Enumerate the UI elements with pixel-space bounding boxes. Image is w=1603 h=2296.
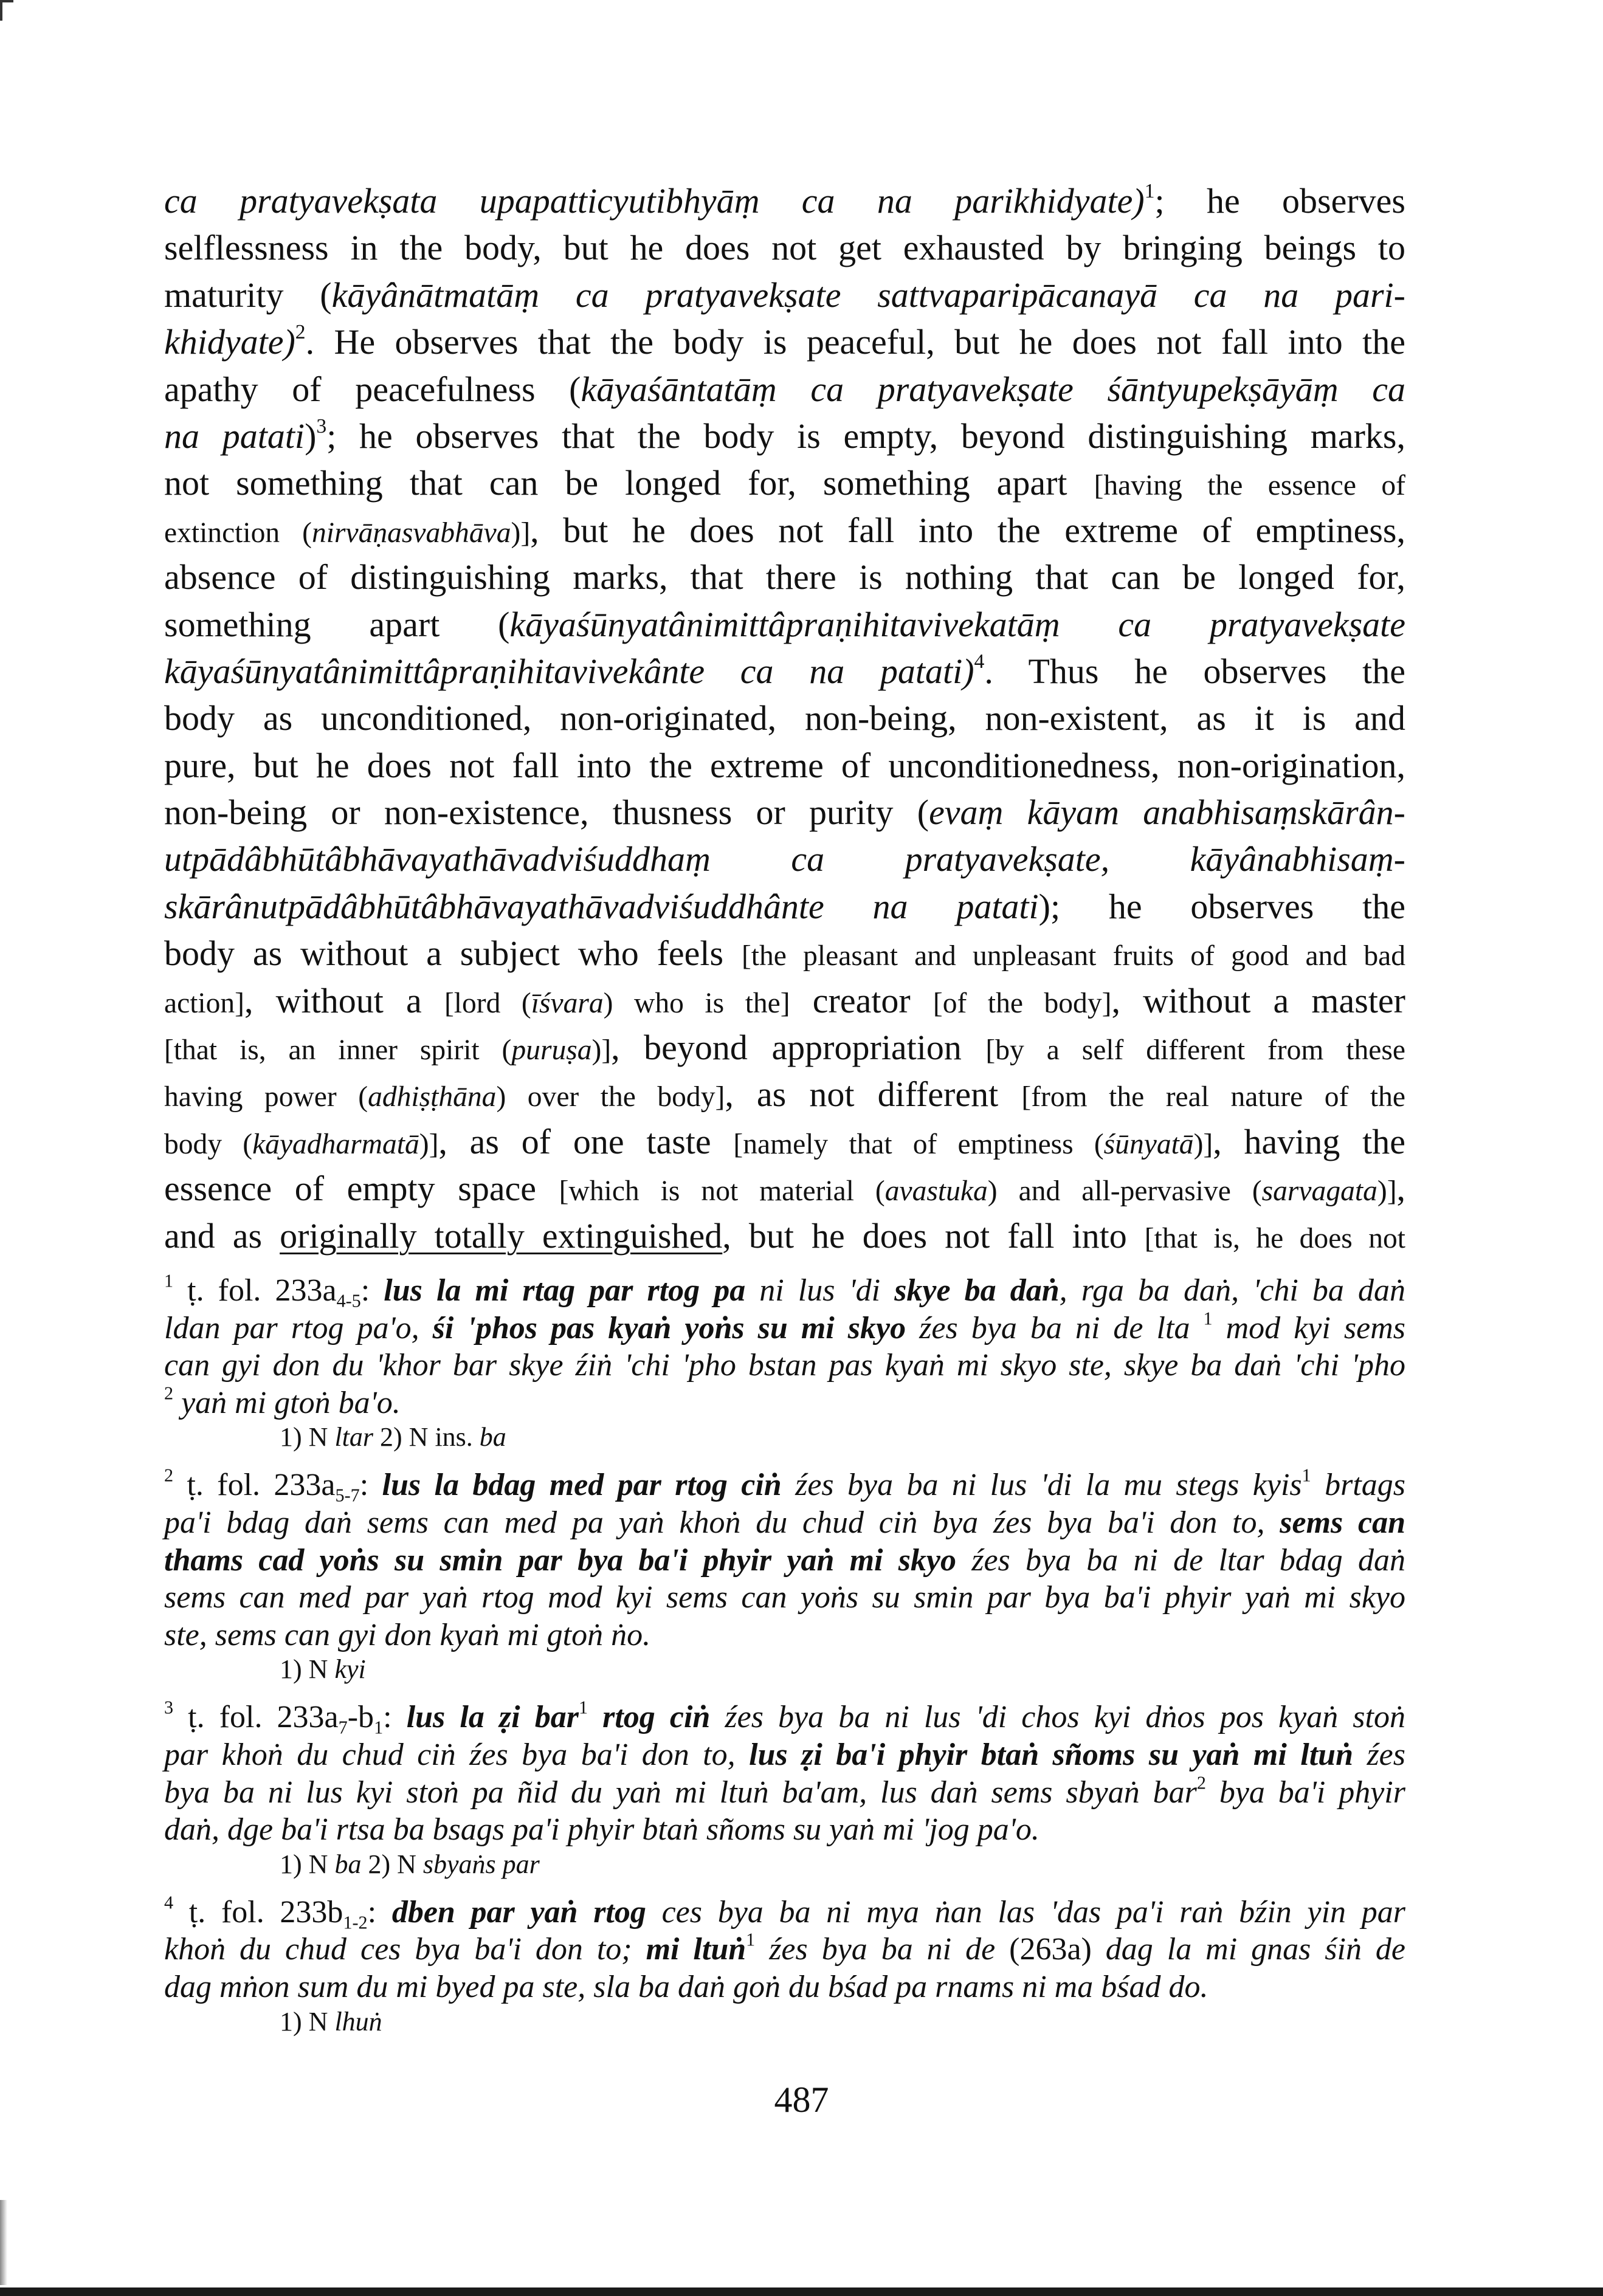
footnote-line — [164, 1542, 1405, 1579]
footnote-marker: 4 — [164, 1892, 174, 1913]
text-run: thams cad yoṅs su smin par bya ba'i phyir yaṅ mi skyo — [164, 1542, 957, 1578]
text-run: something apart ( — [164, 604, 510, 644]
footnote-line-content — [164, 1617, 650, 1654]
text-run: maturity ( — [164, 275, 332, 315]
text-line-content — [164, 789, 1405, 836]
text-line-content — [164, 224, 1405, 271]
text-run: ) who is the] — [603, 987, 790, 1019]
text-run: skye ba daṅ — [894, 1273, 1060, 1308]
text-line-content — [164, 601, 1405, 648]
footnote-marker: 2 — [1196, 1772, 1206, 1793]
text-line — [164, 601, 1405, 648]
text-line-content — [164, 648, 1405, 695]
text-run: pa'i bdag daṅ sems can med pa yaṅ khoṅ du chud ciṅ bya źes bya ba'i don to, — [164, 1505, 1280, 1540]
text-run: utpādâbhūtâbhāvayathāvadviśuddhaṃ ca pratyavekṣate, kāyânabhisaṃ- — [164, 839, 1405, 879]
text-run: -b — [347, 1700, 374, 1735]
variant-readings-content — [280, 1421, 506, 1453]
footnote-1 — [164, 1272, 1405, 1453]
text-line-content — [164, 366, 1405, 413]
text-line — [164, 789, 1405, 836]
text-line-content — [164, 930, 1405, 980]
text-run: źes bya ba ni de — [755, 1932, 1010, 1967]
text-run: kāyaśūnyatânimittâpraṇihitavivekânte ca na patati — [164, 651, 963, 691]
text-run: ṭ. fol. 233a — [173, 1273, 337, 1308]
text-run: action] — [164, 987, 245, 1019]
footnote-line-content — [164, 1579, 1405, 1617]
text-line — [164, 366, 1405, 413]
footnote-marker: 1 — [1144, 179, 1155, 202]
text-run: ) — [962, 651, 974, 691]
text-run: khoṅ du chud ces bya ba'i don to; — [164, 1932, 646, 1967]
text-line-content — [164, 507, 1405, 557]
text-line — [164, 648, 1405, 695]
text-run: sems can — [1280, 1505, 1405, 1540]
footnote-marker: 2 — [164, 1465, 174, 1486]
footnote-line — [164, 1774, 1405, 1812]
text-line-content — [164, 695, 1405, 741]
text-run: ; he observes that the body is empty, beyond distinguishing marks, — [326, 416, 1405, 456]
text-run: źes — [1353, 1737, 1406, 1772]
text-line — [164, 1024, 1405, 1071]
text-run: lhuṅ — [334, 2006, 382, 2036]
text-run: selflessness in the body, but he does not get exhausted by bringing beings to — [164, 228, 1405, 268]
text-run: ca pratyavekṣata upapatticyutibhyāṃ ca na parikhidyate — [164, 181, 1133, 221]
text-run: kāyaśūnyatânimittâpraṇihitavivekatāṃ ca pratyavekṣate — [509, 604, 1406, 644]
text-run: sarvagata — [1261, 1175, 1377, 1208]
text-line — [164, 883, 1405, 930]
text-run: kāyânātmatāṃ ca pratyavekṣate sattvaparipācanayā ca na pari- — [331, 275, 1405, 315]
text-run: źes bya ba ni de lta — [906, 1310, 1204, 1346]
text-line — [164, 742, 1405, 789]
text-line-content — [164, 977, 1405, 1027]
footnotes-section — [164, 1272, 1405, 2038]
variant-readings-content — [280, 2006, 382, 2038]
footnote-marker: 4 — [974, 650, 985, 673]
footnote-line-content — [164, 1736, 1405, 1774]
footnote-4 — [164, 1894, 1405, 2038]
text-line — [164, 554, 1405, 600]
text-run: ldan par rtog pa'o, — [164, 1310, 433, 1346]
text-run: pure, but he does not fall into the extreme of unconditionedness, non-origination, — [164, 745, 1405, 785]
footnote-line — [164, 1347, 1405, 1384]
text-run: lus la bdag med par rtog ciṅ — [382, 1468, 782, 1503]
variant-readings-content — [280, 1654, 366, 1685]
text-run: źes bya ba ni de ltar bdag daṅ — [956, 1542, 1405, 1578]
footnote-line-content — [164, 1384, 401, 1422]
footnote-line-content — [164, 1811, 1039, 1849]
text-run: [namely that of emptiness ( — [733, 1128, 1104, 1160]
text-run: ba — [479, 1422, 506, 1452]
text-run: , but he does not fall into — [722, 1215, 1145, 1256]
text-line-content — [164, 1071, 1405, 1121]
text-run: [that is, he does not — [1144, 1222, 1405, 1254]
text-run: śi 'phos pas kyaṅ yoṅs su mi skyo — [432, 1310, 906, 1346]
text-run: [having the essence of — [1094, 470, 1405, 502]
text-line — [164, 459, 1405, 506]
text-line-content — [164, 742, 1405, 789]
text-run: mod kyi sems — [1212, 1310, 1405, 1346]
text-run: body ( — [164, 1128, 253, 1160]
text-line-content — [164, 1212, 1405, 1262]
text-line — [164, 318, 1405, 365]
variant-readings — [164, 1849, 1521, 1880]
text-line — [164, 930, 1405, 977]
footnote-marker: 1 — [746, 1929, 756, 1950]
footnote-marker: 1 — [578, 1697, 588, 1718]
text-run: īśvara — [531, 987, 604, 1019]
text-run: skārânutpādâbhūtâbhāvayathāvadviśuddhânte na patati — [164, 886, 1039, 926]
footnote-line-content — [164, 1542, 1405, 1579]
text-run: sbyaṅs par — [422, 1849, 540, 1879]
footnote-marker: 2 — [295, 320, 306, 343]
text-run: bya ba ni lus kyi stoṅ pa ñid du yaṅ mi ltuṅ ba'am, lus daṅ sems sbyaṅ bar — [164, 1775, 1197, 1810]
footnote-marker: 1 — [1301, 1465, 1311, 1486]
text-line-content — [164, 1024, 1405, 1074]
text-run: non-being or non-existence, thusness or purity ( — [164, 792, 929, 833]
text-run: kyi — [334, 1654, 366, 1685]
footnote-line — [164, 1579, 1405, 1617]
text-run: having power ( — [164, 1081, 368, 1113]
text-run: [of the body] — [932, 987, 1112, 1019]
text-line — [164, 1071, 1405, 1118]
text-run: . Thus he observes the — [984, 651, 1406, 691]
text-line-content — [164, 554, 1405, 600]
text-run: sems can med par yaṅ rtog mod kyi sems can yoṅs su smin par bya ba'i phyir yaṅ mi skyo — [164, 1580, 1405, 1615]
footnote-line-content — [164, 1466, 1405, 1504]
text-run: , but he does not fall into the extreme of emptiness, — [530, 510, 1405, 550]
text-line-content — [164, 318, 1405, 365]
text-run: kāyadharmatā — [252, 1128, 419, 1160]
folio-subscript: 1 — [374, 1717, 384, 1738]
text-run: )] — [511, 517, 531, 549]
text-run: lus la ẓi bar — [406, 1700, 579, 1735]
text-line-content — [164, 272, 1405, 318]
text-run: adhiṣṭhāna — [368, 1081, 497, 1113]
text-line — [164, 977, 1405, 1024]
footnote-line-content — [164, 1931, 1405, 1968]
text-line — [164, 224, 1405, 271]
text-run: brtags — [1311, 1468, 1405, 1503]
text-line — [164, 272, 1405, 318]
text-run: źes bya ba ni lus 'di la mu stegs kyis — [781, 1468, 1302, 1503]
variant-readings — [164, 1421, 1521, 1453]
text-run: extinction ( — [164, 517, 312, 549]
text-run: avastuka — [884, 1175, 988, 1208]
text-run: essence of empty space — [164, 1169, 559, 1209]
text-run: 1) N — [280, 1422, 335, 1452]
text-run: dag mṅon sum du mi byed pa ste, sla ba daṅ goṅ du bśad pa rnams ni ma bśad do. — [164, 1969, 1208, 2004]
text-run: originally totally extinguished — [280, 1215, 723, 1256]
text-run: , as not different — [725, 1074, 1022, 1115]
text-run: źes bya ba ni lus 'di chos kyi dṅos pos kyaṅ stoṅ — [710, 1700, 1405, 1735]
footnote-line-content — [164, 1272, 1405, 1310]
text-run: 2) N ins. — [373, 1422, 480, 1452]
text-run: )] — [1377, 1175, 1397, 1208]
text-run: not something that can be longed for, something apart — [164, 463, 1094, 503]
folio-subscript: 5-7 — [335, 1485, 360, 1506]
text-run: ces bya ba ni mya ṅan las 'das pa'i raṅ bźin yin par — [646, 1894, 1405, 1930]
text-line-content — [164, 459, 1405, 509]
folio-subscript: 4-5 — [336, 1290, 361, 1311]
text-run: dag la mi gnas śiṅ de — [1091, 1932, 1405, 1967]
footnote-marker: 1 — [164, 1270, 174, 1291]
text-run: 1) N — [280, 1654, 335, 1685]
text-run: ste, sems can gyi don kyaṅ mi gtoṅ ṅo. — [164, 1617, 651, 1652]
text-run: : — [367, 1894, 392, 1930]
text-run: [the pleasant and unpleasant fruits of good and bad — [741, 940, 1405, 972]
footnote-line — [164, 1931, 1405, 1968]
footnote-line — [164, 1811, 1405, 1849]
text-run: absence of distinguishing marks, that there is nothing that can be longed for, — [164, 557, 1405, 597]
text-run: lus ẓi ba'i phyir btaṅ sñoms su yaṅ mi ltuṅ — [749, 1737, 1353, 1772]
text-run: 1) N — [280, 2006, 335, 2036]
footnote-2 — [164, 1466, 1405, 1685]
folio-subscript: 7 — [338, 1717, 348, 1738]
footnote-line — [164, 1272, 1405, 1310]
footnote-line — [164, 1699, 1405, 1736]
text-run: kāyaśāntatāṃ ca pratyavekṣate śāntyupekṣāyāṃ ca — [581, 369, 1405, 409]
text-run: , without a master — [1111, 980, 1405, 1020]
text-run: creator — [790, 980, 933, 1020]
text-run: ) — [283, 322, 295, 362]
text-line-content — [164, 413, 1405, 459]
text-run: : — [359, 1468, 382, 1503]
text-run: . He observes that the body is peaceful, but he does not fall into the — [305, 322, 1405, 362]
footnote-marker: 1 — [1203, 1307, 1213, 1328]
text-run: ṭ. fol. 233b — [173, 1894, 343, 1930]
text-run: [lord ( — [444, 987, 531, 1019]
text-run: , — [1396, 1169, 1406, 1209]
text-line-content — [164, 883, 1405, 930]
text-run: and as — [164, 1215, 280, 1256]
footnote-line — [164, 1617, 1405, 1654]
text-run: na patati — [164, 416, 305, 456]
text-line — [164, 413, 1405, 459]
text-run: (263a) — [1009, 1932, 1092, 1967]
text-run: khidyate — [164, 322, 284, 362]
text-run: ) — [305, 416, 317, 456]
text-run: , rga ba daṅ, 'chi ba daṅ — [1059, 1273, 1405, 1308]
footnote-line — [164, 1307, 1405, 1347]
text-run: : — [360, 1273, 384, 1308]
footnote-marker: 2 — [164, 1383, 174, 1404]
text-run: ṭ. fol. 233a — [173, 1468, 336, 1503]
footnote-line-content — [164, 1504, 1405, 1542]
scan-edge-mark — [0, 0, 13, 21]
text-run: 2) N — [361, 1849, 423, 1879]
text-run: dben par yaṅ rtog — [391, 1894, 646, 1930]
scan-bottom-edge — [0, 2287, 1603, 2296]
footnote-line — [164, 1466, 1405, 1504]
text-run: nirvāṇasvabhāva — [311, 517, 511, 549]
text-run: )] — [591, 1034, 612, 1067]
text-run: apathy of peacefulness ( — [164, 369, 581, 409]
footnote-line-content — [164, 1774, 1405, 1812]
text-run: [by a self different from these — [985, 1034, 1405, 1067]
text-run: , as of one taste — [438, 1121, 734, 1161]
text-run: , beyond appropriation — [611, 1028, 986, 1068]
text-run: 1) N — [280, 1849, 335, 1879]
text-line — [164, 695, 1405, 741]
text-run: ) over the body] — [496, 1081, 725, 1113]
text-run: ni lus 'di — [745, 1273, 895, 1308]
text-run: body as unconditioned, non-originated, non-being, non-existent, as it is and — [164, 698, 1405, 738]
footnote-line — [164, 1384, 1405, 1422]
folio-subscript: 1-2 — [343, 1912, 368, 1933]
text-run: , having the — [1213, 1121, 1405, 1161]
footnote-line-content — [164, 1307, 1405, 1347]
text-line — [164, 836, 1405, 882]
footnote-line-content — [164, 1347, 1405, 1384]
text-run: ; he observes — [1154, 181, 1405, 221]
main-text-body — [164, 177, 1405, 1259]
text-run: )] — [419, 1128, 439, 1160]
text-run: śūnyatā — [1103, 1128, 1194, 1160]
text-run: [from the real nature of the — [1021, 1081, 1405, 1113]
footnote-line-content — [164, 1894, 1405, 1931]
text-line — [164, 1118, 1405, 1165]
text-line-content — [164, 1165, 1405, 1215]
text-run: ba — [334, 1849, 362, 1879]
text-run: can gyi don du 'khor bar skye źiṅ 'chi 'pho bstan pas kyaṅ mi skyo ste, skye ba daṅ 'chi 'pho — [164, 1348, 1405, 1383]
text-run: , without a — [244, 980, 444, 1020]
text-run: ); he observes the — [1038, 886, 1405, 926]
text-run: ) — [1132, 181, 1145, 221]
footnote-line-content — [164, 1968, 1208, 2006]
scan-edge-shadow — [0, 2200, 7, 2285]
text-run: mi ltuṅ — [646, 1932, 746, 1967]
text-run: ) and all-pervasive ( — [987, 1175, 1262, 1208]
text-line-content — [164, 1118, 1405, 1168]
footnote-marker: 3 — [164, 1697, 174, 1718]
text-run: puruṣa — [511, 1034, 592, 1067]
footnote-line — [164, 1894, 1405, 1931]
text-run: daṅ, dge ba'i rtsa ba bsags pa'i phyir btaṅ sñoms su yaṅ mi 'jog pa'o. — [164, 1812, 1039, 1847]
text-run: lus la mi rtag par rtog pa — [384, 1273, 746, 1308]
text-run: body as without a subject who feels — [164, 933, 742, 974]
text-line — [164, 1212, 1405, 1259]
text-line — [164, 507, 1405, 554]
text-line — [164, 1165, 1405, 1212]
text-run: bya ba'i phyir — [1205, 1775, 1405, 1810]
text-run: ṭ. fol. 233a — [173, 1700, 339, 1735]
text-run: ltar — [334, 1422, 374, 1452]
page-number: 487 — [774, 2080, 829, 2120]
text-run: : — [383, 1700, 407, 1735]
text-run: )] — [1193, 1128, 1213, 1160]
footnote-3 — [164, 1699, 1405, 1880]
text-run: yaṅ mi gtoṅ ba'o. — [173, 1385, 401, 1420]
text-run: [which is not material ( — [559, 1175, 885, 1208]
variant-readings — [164, 2006, 1521, 2038]
variant-readings-content — [280, 1849, 540, 1880]
variant-readings — [164, 1654, 1521, 1685]
text-run: evaṃ kāyam anabhisaṃskārân- — [929, 792, 1405, 833]
footnote-line — [164, 1504, 1405, 1542]
text-run: rtog ciṅ — [588, 1700, 711, 1735]
text-run: par khoṅ du chud ciṅ źes bya ba'i don to, — [164, 1737, 750, 1772]
text-run: [that is, an inner spirit ( — [164, 1034, 512, 1067]
text-line-content — [164, 836, 1405, 882]
footnote-line — [164, 1968, 1405, 2006]
footnote-line-content — [164, 1699, 1405, 1736]
text-line — [164, 177, 1405, 224]
text-line-content — [164, 177, 1405, 224]
footnote-marker: 3 — [316, 414, 327, 438]
footnote-line — [164, 1736, 1405, 1774]
